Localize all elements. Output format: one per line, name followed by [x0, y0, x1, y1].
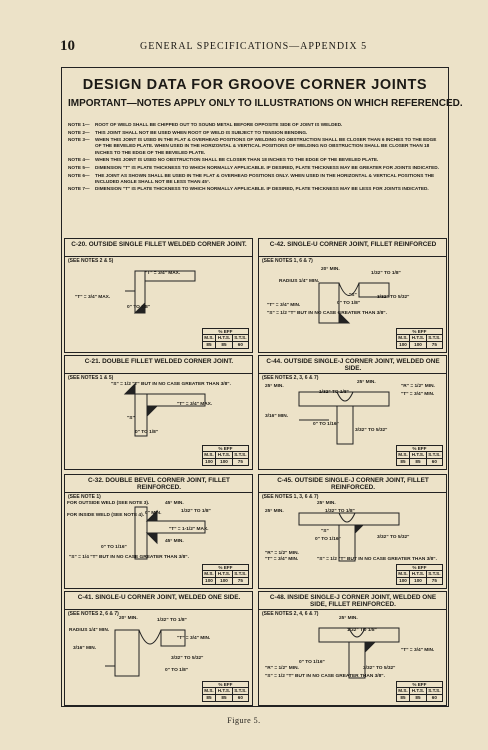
efficiency-table: [396, 328, 443, 349]
joint-notes-ref: (SEE NOTES 2, 3, 6 & 7): [262, 375, 319, 381]
note-text: THE JOINT AS SHOWN SHALL BE USED IN THE FLAT & OVERHEAD POSITIONS ONLY. WHEN USED IN THE HORIZONTAL & VERTICAL POSITIONS THE INCLUDED ANGLE SHALL NOT BE LESS THAN 45°.: [95, 172, 435, 184]
dimension-label: 20° MIN.: [119, 616, 138, 621]
dimension-label: "S" = 1/4 "T" BUT IN NO CASE GREATER THAN 3/8".: [69, 555, 189, 560]
efficiency-table: [396, 564, 443, 585]
efficiency-column-header: M.S.: [204, 571, 214, 577]
figure-title: DESIGN DATA FOR GROOVE CORNER JOINTS: [82, 77, 428, 93]
running-head: GENERAL SPECIFICATIONS—APPENDIX 5: [140, 41, 368, 52]
dimension-label: 1/32" TO 1/8": [181, 509, 211, 514]
dimension-label: 20° MIN.: [321, 267, 340, 272]
efficiency-column-header: M.S.: [204, 688, 214, 694]
weld-diagram: [259, 499, 446, 565]
efficiency-column-header: S.T.S.: [428, 335, 441, 341]
efficiency-table: [202, 564, 249, 585]
efficiency-column-header: M.S.: [398, 688, 408, 694]
efficiency-value: 60: [232, 342, 248, 349]
efficiency-header: % EFF: [396, 445, 442, 452]
dimension-label: "T" = 3/4" MIN.: [267, 303, 301, 308]
dimension-label: 1/32" TO 1/8": [157, 618, 187, 623]
efficiency-column-header: S.T.S.: [234, 335, 247, 341]
efficiency-column-header: M.S.: [398, 452, 408, 458]
note-text: DIMENSION "T" IS PLATE THICKNESS TO WHICH NORMALLY APPLICABLE. IF DESIRED, PLATE THICKNESS MAY BE LESS FOR JOINTS INDICATED.: [95, 186, 429, 192]
page-header: [60, 38, 440, 54]
efficiency-value: 60: [426, 459, 442, 466]
dimension-label: 1/32" TO 1/8": [371, 271, 401, 276]
efficiency-header: % EFF: [202, 564, 248, 571]
efficiency-value: 60: [426, 695, 442, 702]
joint-notes-ref: (SEE NOTES 1 & 5): [68, 375, 114, 381]
dimension-label: 0" TO 1/8": [127, 305, 151, 310]
efficiency-column-header: S.T.S.: [234, 688, 247, 694]
dimension-label: 0" TO 1/16": [315, 537, 341, 542]
dimension-label: "S" = 1/2 "T" BUT IN NO CASE GREATER THAN 3/8".: [267, 311, 387, 316]
dimension-label: "R" = 1/2" MIN.: [265, 551, 299, 556]
panel-divider: [259, 373, 446, 374]
dimension-label: RADIUS 1/4" MIN.: [69, 628, 110, 633]
efficiency-column-header: S.T.S.: [428, 452, 441, 458]
efficiency-column-header: S.T.S.: [234, 452, 247, 458]
note-item: [68, 130, 444, 136]
dimension-label: 3/32" TO 5/32": [355, 428, 388, 433]
weld-diagram: [259, 380, 446, 446]
note-item: [68, 122, 444, 128]
efficiency-header: % EFF: [202, 445, 248, 452]
efficiency-table: [396, 445, 443, 466]
dimension-label: RADIUS 1/4" MIN.: [279, 279, 320, 284]
notes-list: [68, 122, 444, 194]
dimension-label: "S": [349, 293, 357, 298]
efficiency-column-header: S.T.S.: [234, 571, 247, 577]
efficiency-column-header: M.S.: [398, 335, 408, 341]
dimension-label: 3/32" TO 5/32": [363, 666, 396, 671]
efficiency-table: [396, 681, 443, 702]
efficiency-table: [202, 681, 249, 702]
figure-caption: Figure 5.: [227, 716, 261, 725]
weld-diagram: [259, 263, 446, 329]
efficiency-header: % EFF: [202, 681, 248, 688]
note-label: NOTE 4—: [68, 157, 90, 163]
joint-title: C-20. OUTSIDE SINGLE FILLET WELDED CORNER JOINT.: [71, 241, 247, 248]
efficiency-value: 75: [426, 342, 442, 349]
efficiency-header: % EFF: [396, 681, 442, 688]
joint-panel: [64, 355, 253, 470]
note-text: WHEN THIS JOINT IS USED IN THE FLAT & OVERHEAD POSITIONS OF WELDING NO OBSTRUCTION SHALL BE CLOSER THAN 6 INCHES TO THE EDGE OF THE BEVELED PLATE. WHEN USED IN THE HORIZONTAL & VERTICAL POSITIONS OF WELDING NO OBSTRUCTION SHALL BE CLOSER THAN 18 INCHES TO THE EDGE OF THE BEVELED PLATE.: [95, 137, 437, 155]
dimension-label: "T" = 3/4" MAX.: [75, 295, 111, 300]
note-label: NOTE 7—: [68, 186, 90, 192]
dimension-label: 1/32" TO 1/8": [325, 509, 355, 514]
efficiency-column-header: H.T.S.: [411, 452, 425, 458]
dimension-label: 0" TO 1/8": [135, 430, 159, 435]
joint-notes-ref: (SEE NOTES 2, 4, 6 & 7): [262, 611, 319, 617]
note-label: NOTE 2—: [68, 129, 90, 135]
joint-panel: [258, 238, 447, 353]
dimension-label: 0" TO 1/16": [101, 545, 127, 550]
note-item: [68, 157, 444, 163]
efficiency-value: 85: [396, 695, 409, 702]
dimension-label: "T" = 3/4" MIN.: [177, 636, 211, 641]
dimension-label: "T" = 3/4" MIN.: [265, 557, 299, 562]
joint-panel: [258, 474, 447, 589]
weld-diagram-svg: [259, 380, 446, 446]
joint-notes-ref: (SEE NOTES 2 & 5): [68, 258, 114, 264]
efficiency-column-header: H.T.S.: [411, 335, 425, 341]
panel-divider: [259, 256, 446, 257]
efficiency-value: 100: [410, 342, 427, 349]
efficiency-value: 100: [216, 578, 233, 585]
note-item: [68, 186, 444, 192]
important-notice: IMPORTANT—NOTES APPLY ONLY TO ILLUSTRATIONS ON WHICH REFERENCED.: [68, 98, 463, 109]
dimension-label: "S": [321, 529, 329, 534]
joint-panel: [64, 238, 253, 353]
dimension-label: 25° MIN.: [265, 509, 284, 514]
dimension-label: FOR OUTSIDE WELD (SEE NOTE 3).: [67, 501, 150, 506]
efficiency-column-header: H.T.S.: [217, 452, 231, 458]
dimension-label: 0" TO 1/16": [313, 422, 339, 427]
joint-notes-ref: (SEE NOTES 1, 6 & 7): [262, 258, 313, 264]
dimension-label: 3/32" TO 5/32": [171, 656, 204, 661]
dimension-label: "T" = 3/4" MAX.: [177, 402, 213, 407]
dimension-label: 0" TO 1/16": [299, 660, 325, 665]
efficiency-value: 85: [396, 459, 409, 466]
dimension-label: 25° MIN.: [357, 380, 376, 385]
efficiency-value: 100: [202, 578, 215, 585]
weld-diagram: [65, 616, 252, 682]
efficiency-header: % EFF: [396, 328, 442, 335]
dimension-label: "T" = 1-1/2" MAX.: [169, 527, 209, 532]
efficiency-column-header: H.T.S.: [411, 571, 425, 577]
dimension-label: "S" = 1/2 "T" BUT IN NO CASE GREATER THAN 3/8".: [111, 382, 231, 387]
dimension-label: "T" = 3/4" MIN.: [401, 392, 435, 397]
joint-title: C-48. INSIDE SINGLE-J CORNER JOINT, WELDED ONE SIDE, FILLET REINFORCED.: [269, 594, 437, 609]
dimension-label: 0" TO 1/8": [337, 301, 361, 306]
note-label: NOTE 6—: [68, 172, 90, 178]
efficiency-value: 100: [202, 459, 215, 466]
dimension-label: 45° MIN.: [165, 539, 184, 544]
panel-divider: [65, 373, 252, 374]
dimension-label: "R" = 1/2" MIN.: [265, 666, 299, 671]
dimension-label: 25° MIN.: [339, 616, 358, 621]
efficiency-value: 100: [396, 578, 409, 585]
efficiency-value: 100: [396, 342, 409, 349]
efficiency-value: 75: [232, 578, 248, 585]
efficiency-value: 85: [216, 342, 233, 349]
efficiency-value: 60: [232, 695, 248, 702]
efficiency-column-header: H.T.S.: [217, 688, 231, 694]
efficiency-column-header: M.S.: [204, 452, 214, 458]
efficiency-value: 85: [202, 342, 215, 349]
panel-divider: [65, 609, 252, 610]
dimension-label: "S": [127, 416, 135, 421]
dimension-label: 0" TO 1/8": [165, 668, 189, 673]
efficiency-column-header: S.T.S.: [428, 571, 441, 577]
note-text: ROOT OF WELD SHALL BE CHIPPED OUT TO SOUND METAL BEFORE OPPOSITE SIDE OF JOINT IS WELDED.: [95, 122, 343, 127]
dimension-label: 3/16" MIN.: [73, 646, 97, 651]
note-item: [68, 173, 444, 186]
dimension-label: 25° MIN.: [317, 501, 336, 506]
note-label: NOTE 3—: [68, 137, 90, 143]
panel-divider: [65, 492, 252, 493]
efficiency-value: 85: [410, 695, 427, 702]
dimension-label: 1/32" TO 1/8": [347, 628, 377, 633]
weld-diagram: [65, 263, 252, 329]
joint-title: C-44. OUTSIDE SINGLE-J CORNER JOINT, WELDED ONE SIDE.: [266, 358, 440, 373]
weld-diagram: [259, 616, 446, 682]
dimension-label: 3/32" TO 5/32": [377, 535, 410, 540]
dimension-label: 0" MIN.: [145, 511, 162, 516]
page-number: 10: [60, 38, 75, 54]
efficiency-column-header: H.T.S.: [217, 335, 231, 341]
dimension-label: "S" = 1/2 "T" BUT IN NO CASE GREATER THAN 3/8".: [317, 557, 437, 562]
note-label: NOTE 5—: [68, 164, 90, 170]
joint-title: C-21. DOUBLE FILLET WELDED CORNER JOINT.: [84, 358, 234, 365]
joint-panel: [64, 474, 253, 589]
efficiency-value: 100: [216, 459, 233, 466]
dimension-label: 3/16" MIN.: [265, 414, 289, 419]
efficiency-column-header: H.T.S.: [411, 688, 425, 694]
efficiency-value: 100: [410, 578, 427, 585]
joint-title: C-45. OUTSIDE SINGLE-J CORNER JOINT, FILLET REINFORCED.: [277, 477, 429, 492]
joint-title: C-41. SINGLE-U CORNER JOINT, WELDED ONE SIDE.: [77, 594, 241, 601]
efficiency-value: 75: [426, 578, 442, 585]
joint-notes-ref: (SEE NOTES 1, 3, 6 & 7): [262, 494, 319, 500]
efficiency-value: 75: [232, 459, 248, 466]
joint-notes-ref: (SEE NOTE 1): [68, 494, 101, 500]
efficiency-column-header: M.S.: [204, 335, 214, 341]
dimension-label: "T" = 3/4" MIN.: [401, 648, 435, 653]
joint-panel: [258, 355, 447, 470]
joint-title: C-42. SINGLE-U CORNER JOINT, FILLET REINFORCED: [269, 241, 437, 248]
dimension-label: "T" = 3/4" MAX.: [145, 271, 181, 276]
efficiency-column-header: S.T.S.: [428, 688, 441, 694]
dimension-label: 45° MIN.: [165, 501, 184, 506]
efficiency-value: 85: [216, 695, 233, 702]
panel-divider: [65, 256, 252, 257]
efficiency-header: % EFF: [396, 564, 442, 571]
joint-panel: [64, 591, 253, 706]
efficiency-column-header: H.T.S.: [217, 571, 231, 577]
efficiency-table: [202, 328, 249, 349]
dimension-label: 1/32" TO 1/8": [319, 390, 349, 395]
efficiency-value: 85: [410, 459, 427, 466]
efficiency-value: 85: [202, 695, 215, 702]
efficiency-table: [202, 445, 249, 466]
dimension-label: "S" = 1/2 "T" BUT IN NO CASE GREATER THAN 3/8".: [265, 674, 385, 679]
weld-diagram: [65, 380, 252, 446]
joint-notes-ref: (SEE NOTES 2, 6 & 7): [68, 611, 119, 617]
efficiency-column-header: M.S.: [398, 571, 408, 577]
joint-panel: [258, 591, 447, 706]
dimension-label: 25° MIN.: [265, 384, 284, 389]
panel-divider: [259, 492, 446, 493]
dimension-label: FOR INSIDE WELD (SEE NOTE 4).: [67, 513, 145, 518]
note-text: THIS JOINT SHALL NOT BE USED WHEN ROOT OF WELD IS SUBJECT TO TENSION BENDING.: [95, 129, 308, 135]
note-text: WHEN THIS JOINT IS USED NO OBSTRUCTION SHALL BE CLOSER THAN 18 INCHES TO THE EDGE OF THE BEVELED PLATE.: [95, 157, 379, 163]
panel-divider: [259, 609, 446, 610]
weld-diagram: [65, 499, 252, 565]
note-item: [68, 165, 444, 171]
joint-title: C-32. DOUBLE BEVEL CORNER JOINT, FILLET REINFORCED.: [88, 477, 230, 492]
dimension-label: "R" = 1/2" MIN.: [401, 384, 435, 389]
note-item: [68, 137, 444, 156]
weld-diagram-svg: [65, 380, 252, 446]
efficiency-header: % EFF: [202, 328, 248, 335]
dimension-label: 3/32" TO 5/32": [377, 295, 410, 300]
note-label: NOTE 1—: [68, 122, 90, 127]
note-text: DIMENSION "T" IS PLATE THICKNESS TO WHICH NORMALLY APPLICABLE. IF DESIRED, PLATE THICKNESS MAY BE GREATER FOR JOINTS INDICATED.: [95, 164, 439, 170]
